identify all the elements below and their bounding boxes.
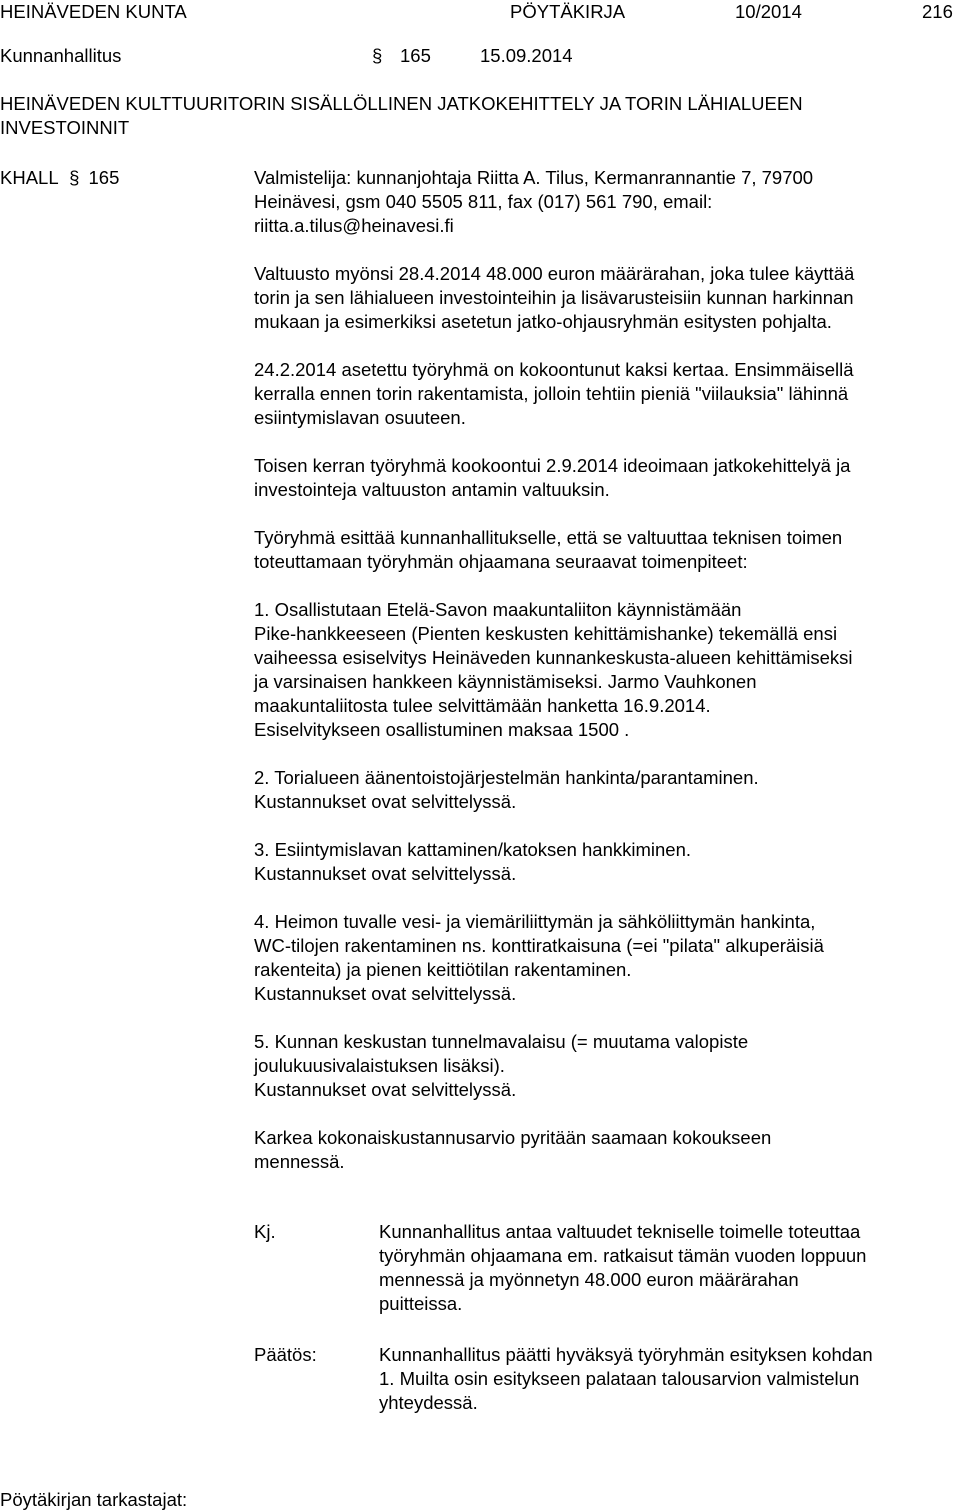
text-line: ja varsinaisen hankkeen käynnistämiseksi. Jarmo Vauhkonen bbox=[254, 671, 757, 692]
document-type: PÖYTÄKIRJA bbox=[510, 1, 626, 22]
text-line: mennessä ja myönnetyn 48.000 euron määrärahan bbox=[379, 1269, 799, 1290]
text-line: 24.2.2014 asetettu työryhmä on kokoontunut kaksi kertaa. Ensimmäisellä bbox=[254, 359, 854, 380]
text-line: 4. Heimon tuvalle vesi- ja viemäriliittymän ja sähköliittymän hankinta, bbox=[254, 911, 816, 932]
text-line: maakuntaliitosta tulee selvittämään hanketta 16.9.2014. bbox=[254, 695, 711, 716]
text-line: Kustannukset ovat selvittelyssä. bbox=[254, 863, 517, 884]
text-line: Kunnanhallitus päätti hyväksyä työryhmän esityksen kohdan bbox=[379, 1344, 873, 1365]
text-line: rakenteita) ja pienen keittiötilan rakentaminen. bbox=[254, 959, 632, 980]
body-paragraph bbox=[254, 598, 954, 742]
text-line: 5. Kunnan keskustan tunnelmavalaisu (= muutama valopiste bbox=[254, 1031, 749, 1052]
text-line: työryhmän ohjaamana em. ratkaisut tämän vuoden loppuun bbox=[379, 1245, 867, 1266]
text-line: Kustannukset ovat selvittelyssä. bbox=[254, 1079, 517, 1100]
governing-body: Kunnanhallitus bbox=[0, 45, 122, 66]
text-line: Kustannukset ovat selvittelyssä. bbox=[254, 791, 517, 812]
text-line: 3. Esiintymislavan kattaminen/katoksen hankkiminen. bbox=[254, 839, 692, 860]
page-header bbox=[0, 0, 960, 24]
text-line: WC-tilojen rakentaminen ns. konttiratkaisuna (=ei "pilata" alkuperäisiä bbox=[254, 935, 824, 956]
text-line: torin ja sen lähialueen investointeihin ja lisävarusteisiin kunnan harkinnan bbox=[254, 287, 854, 308]
text-line: Työryhmä esittää kunnanhallitukselle, että se valtuuttaa teknisen toimen bbox=[254, 527, 843, 548]
body-paragraph bbox=[254, 838, 954, 886]
text-line: vaiheessa esiselvitys Heinäveden kunnankeskusta-alueen kehittämiseksi bbox=[254, 647, 853, 668]
text-line: Kunnanhallitus antaa valtuudet tekniselle toimelle toteuttaa bbox=[379, 1221, 861, 1242]
decision-label: Päätös: bbox=[254, 1344, 317, 1365]
body-paragraph bbox=[254, 766, 954, 814]
body-paragraph bbox=[254, 166, 954, 238]
minutes-inspectors-label: Pöytäkirjan tarkastajat: bbox=[0, 1489, 188, 1510]
text-line: investointeja valtuuston antamin valtuuksin. bbox=[254, 479, 610, 500]
text-line: Pike-hankkeeseen (Pienten keskusten kehittämishanke) tekemällä ensi bbox=[254, 623, 838, 644]
document-number: 10/2014 bbox=[735, 1, 802, 22]
text-line: yhteydessä. bbox=[379, 1392, 478, 1413]
proposal-text bbox=[379, 1220, 954, 1316]
body-paragraph bbox=[254, 1126, 954, 1174]
text-line: toteuttamaan työryhmän ohjaamana seuraavat toimenpiteet: bbox=[254, 551, 748, 572]
section-code bbox=[0, 166, 119, 190]
section-number: 165 bbox=[400, 45, 431, 66]
meeting-date: 15.09.2014 bbox=[480, 45, 573, 66]
text-line: Esiselvitykseen osallistuminen maksaa 1500 . bbox=[254, 719, 630, 740]
text-line: mukaan ja esimerkiksi asetetun jatko-ohjausryhmän esitysten pohjalta. bbox=[254, 311, 832, 332]
text-line: 2. Torialueen äänentoistojärjestelmän hankinta/parantaminen. bbox=[254, 767, 759, 788]
body-paragraph bbox=[254, 262, 954, 334]
body-paragraph bbox=[254, 526, 954, 574]
text-line: Kustannukset ovat selvittelyssä. bbox=[254, 983, 517, 1004]
page-number: 216 bbox=[922, 1, 953, 22]
text-line: Valtuusto myönsi 28.4.2014 48.000 euron määrärahan, joka tulee käyttää bbox=[254, 263, 855, 284]
text-line: 1. Muilta osin esitykseen palataan talousarvion valmistelun bbox=[379, 1368, 860, 1389]
text-line: Heinävesi, gsm 040 5505 811, fax (017) 561 790, email: bbox=[254, 191, 713, 212]
text-line: esiintymislavan osuuteen. bbox=[254, 407, 466, 428]
body-paragraph bbox=[254, 1030, 954, 1102]
decision-text bbox=[379, 1343, 954, 1415]
text-line: riitta.a.tilus@heinavesi.fi bbox=[254, 215, 454, 236]
document-body bbox=[254, 166, 954, 1198]
text-line: 1. Osallistutaan Etelä-Savon maakuntaliiton käynnistämään bbox=[254, 599, 742, 620]
title-line: INVESTOINNIT bbox=[0, 117, 130, 138]
document-title bbox=[0, 92, 955, 140]
text-line: Toisen kerran työryhmä kookoontui 2.9.2014 ideoimaan jatkokehittelyä ja bbox=[254, 455, 851, 476]
text-line: Valmistelija: kunnanjohtaja Riitta A. Tilus, Kermanrannantie 7, 79700 bbox=[254, 167, 814, 188]
proposal-label: Kj. bbox=[254, 1221, 276, 1242]
text-line: joulukuusivalaistuksen lisäksi). bbox=[254, 1055, 505, 1076]
text-line: puitteissa. bbox=[379, 1293, 463, 1314]
body-paragraph bbox=[254, 358, 954, 430]
text-line: kerralla ennen torin rakentamista, jolloin tehtiin pieniä "viilauksia" lähinnä bbox=[254, 383, 849, 404]
text-line: mennessä. bbox=[254, 1151, 345, 1172]
meeting-info bbox=[0, 44, 960, 68]
body-paragraph bbox=[254, 454, 954, 502]
text-line: Karkea kokonaiskustannusarvio pyritään saamaan kokoukseen bbox=[254, 1127, 772, 1148]
section-prefix: KHALL bbox=[0, 167, 58, 188]
section-symbol: § bbox=[372, 45, 383, 66]
section-code-number: 165 bbox=[88, 167, 120, 188]
section-symbol: § bbox=[69, 167, 80, 188]
org-name: HEINÄVEDEN KUNTA bbox=[0, 1, 187, 22]
body-paragraph bbox=[254, 910, 954, 1006]
title-line: HEINÄVEDEN KULTTUURITORIN SISÄLLÖLLINEN JATKOKEHITTELY JA TORIN LÄHIALUEEN bbox=[0, 93, 803, 114]
